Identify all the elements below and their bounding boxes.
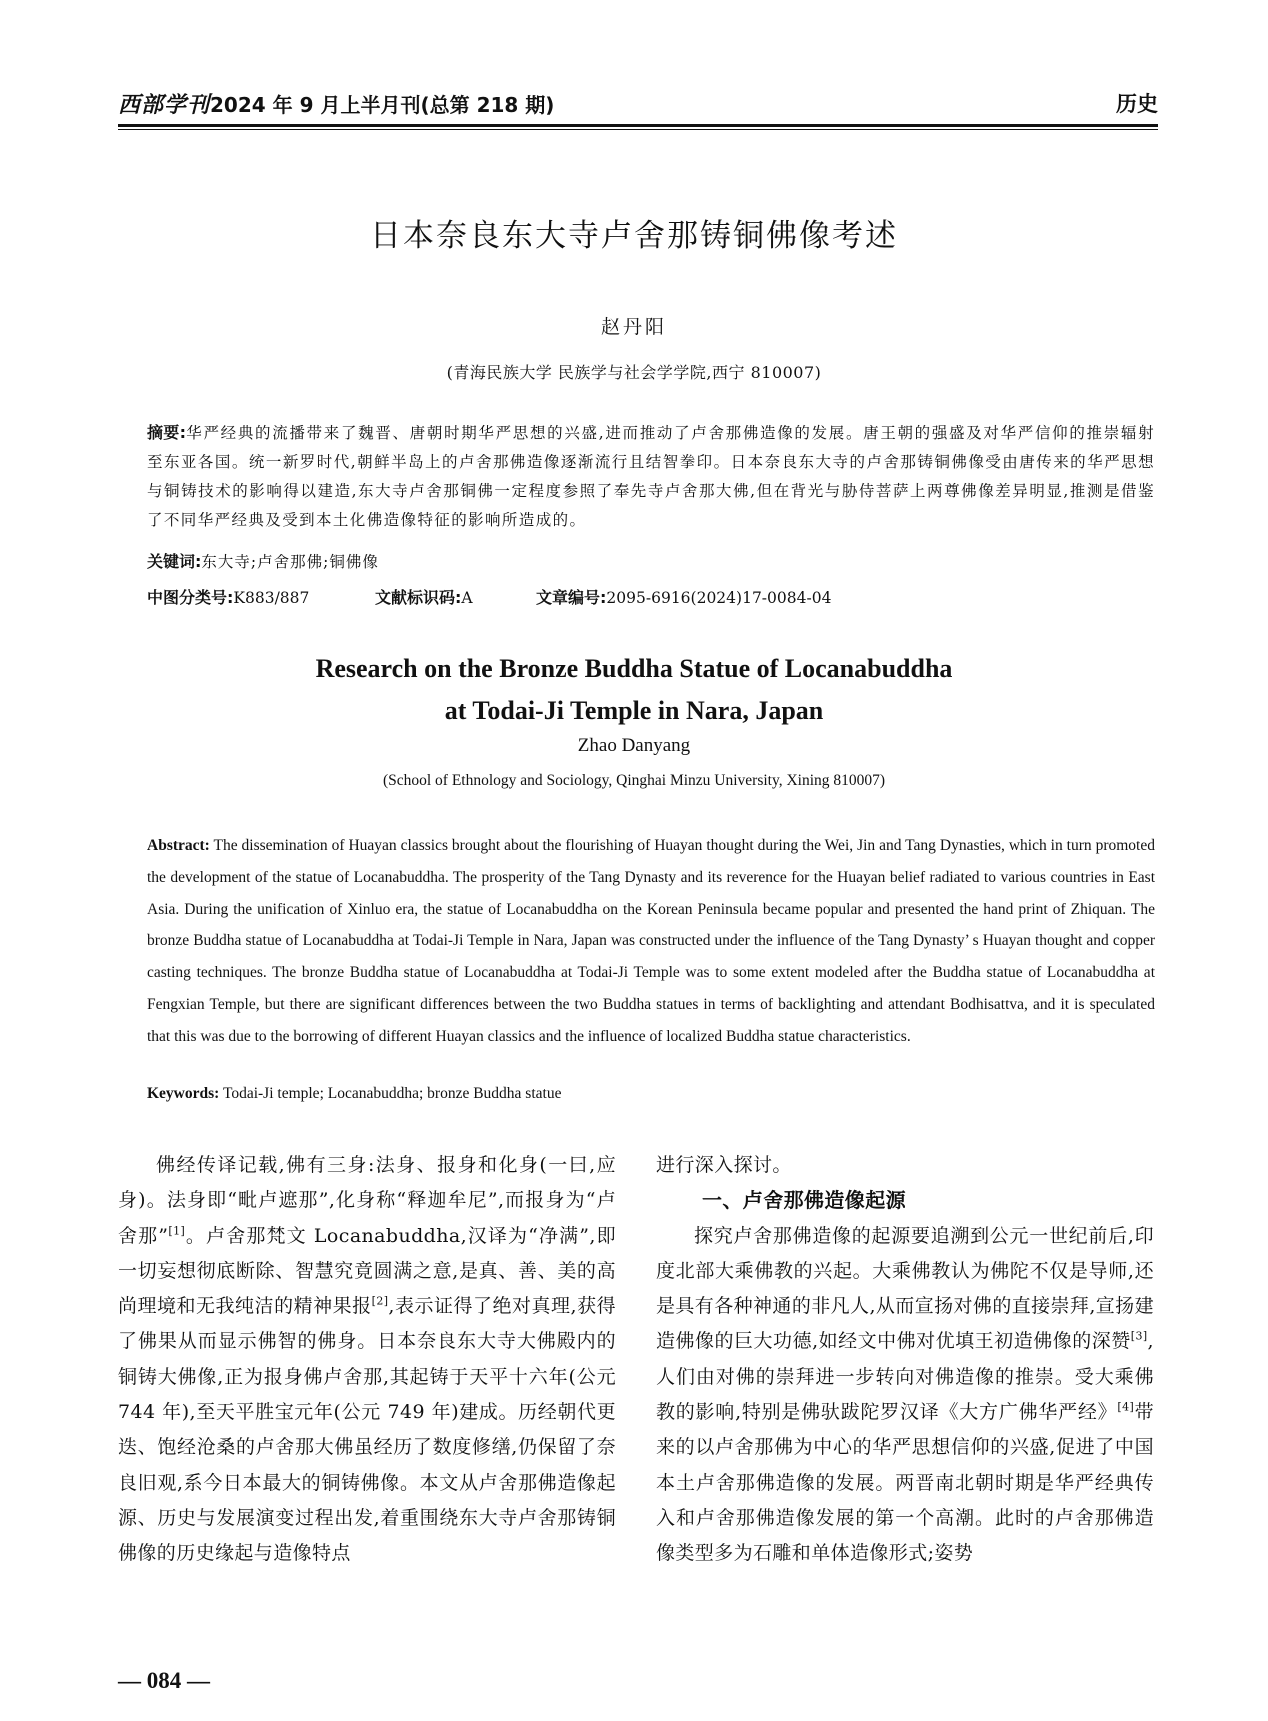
citation-2: [2] — [371, 1294, 389, 1308]
section-heading-1: 一、卢舍那佛造像起源 — [702, 1188, 906, 1213]
abstract-en-text: The dissemination of Huayan classics brought about the flourishing of Huayan thought during the Wei, Jin and Tang Dynasties, which in turn promoted the development of the statue of Locanabuddha. The prosperity of the Tang Dynasty and its reverence for the Huayan belief radiated to various countries in East Asia. During the unification of Xinluo era, the statue of Locanabuddha on the Korean Peninsula became popular and presented the hand print of Zhiquan. The bronze Buddha statue of Locanabuddha at Todai-Ji Temple in Nara, Japan was constructed under the influence of the Tang Dynasty’ s Huayan thought and copper casting techniques. The bronze Buddha statue of Locanabuddha at Todai-Ji Temple was to some extent modeled after the Buddha statue of Locanabuddha at Fengxian Temple, but there are significant differences between the two Buddha statues in terms of backlighting and attendant Bodhisattva, and it is speculated that this was due to the borrowing of different Huayan classics and the influence of localized Buddha statue characteristics. — [147, 837, 1155, 1045]
para2-part-c: 带来的以卢舍那佛为中心的华严思想信仰的兴盛,促进了中国本土卢舍那佛造像的发展。两晋南北朝时期是华严经典传入和卢舍那佛造像发展的第一个高潮。此时的卢舍那佛造像类型多为石雕和单体造像形式;姿势 — [656, 1401, 1154, 1565]
article-number — [536, 585, 831, 608]
author-en: Zhao Danyang — [577, 735, 691, 756]
art-label: 文章编号: — [536, 588, 607, 607]
para2-part-a: 探究卢舍那佛造像的起源要追溯到公元一世纪前后,印度北部大乘佛教的兴起。大乘佛教认为佛陀不仅是导师,还是具有各种神通的非凡人,从而宣扬对佛的直接崇拜,宣扬建造佛像的巨大功德,如经文中佛对优填王初造佛像的深赞 — [656, 1224, 1154, 1353]
author-cn: 赵丹阳 — [600, 316, 667, 338]
clc-number — [147, 585, 309, 608]
body-column-left — [118, 1148, 616, 1572]
title-en-line1: Research on the Bronze Buddha Statue of Locanabuddha — [315, 654, 953, 683]
para1-part-a: 佛经传译记载,佛有三身:法身、报身和化身(一曰,应身)。法身即“毗卢遮那”,化身称“释迦牟尼”,而报身为“卢舍那” — [118, 1154, 616, 1247]
section-name: 历史 — [1116, 92, 1158, 116]
para1-part-c: ,表示证得了绝对真理,获得了佛果从而显示佛智的佛身。日本奈良东大寺大佛殿内的铜铸大佛像,正为报身佛卢舍那,其起铸于天平十六年(公元 744 年),至天平胜宝元年(公元 749 年)建成。历经朝代更迭、饱经沧桑的卢舍那大佛虽经历了数度修缮,仍保留了奈良旧观,系今日本最大的铜铸佛像。本文从卢舍那佛造像起源、历史与发展演变过程出发,着重围绕东大寺卢舍那铸铜佛像的历史缘起与造像特点 — [118, 1295, 617, 1565]
citation-1: [1] — [168, 1224, 186, 1238]
document-code — [375, 585, 473, 608]
keywords-cn-text: 东大寺;卢舍那佛;铜佛像 — [201, 553, 379, 571]
keywords-cn-label: 关键词: — [147, 552, 202, 571]
clc-label: 中图分类号: — [147, 588, 234, 607]
body-paragraph-2 — [656, 1219, 1154, 1572]
affiliation-cn: (青海民族大学 民族学与社会学学院,西宁 810007) — [446, 363, 822, 382]
header-rule-thin — [118, 129, 1158, 130]
abstract-cn-label: 摘要: — [147, 423, 186, 442]
keywords-en-label: Keywords: — [147, 1085, 220, 1102]
running-header — [118, 88, 1158, 122]
classification-row — [147, 585, 1157, 609]
article-title-cn: 日本奈良东大寺卢舍那铸铜佛像考述 — [370, 218, 898, 254]
abstract-cn-text: 华严经典的流播带来了魏晋、唐朝时期华严思想的兴盛,进而推动了卢舍那佛造像的发展。唐王朝的强盛及对华严信仰的推崇辐射至东亚各国。统一新罗时代,朝鲜半岛上的卢舍那佛造像逐渐流行且结智拳印。日本奈良东大寺的卢舍那铸铜佛像受由唐传来的华严思想与铜铸技术的影响得以建造,东大寺卢舍那铜佛一定程度参照了奉先寺卢舍那大佛,但在背光与胁侍菩萨上两尊佛像差异明显,推测是借鉴了不同华严经典及受到本土化佛造像特征的影响所造成的。 — [147, 424, 1156, 529]
issue-info: 2024 年 9 月上半月刊(总第 218 期) — [210, 93, 555, 117]
doc-value: A — [461, 589, 473, 607]
keywords-en-text: Todai-Ji temple; Locanabuddha; bronze Buddha statue — [222, 1085, 562, 1102]
citation-4: [4] — [1117, 1400, 1135, 1414]
journal-logo: 西部学刊 — [118, 92, 211, 118]
clc-value: K883/887 — [233, 589, 310, 607]
page-number: — 084 — — [118, 1668, 210, 1693]
para1-part-b: 。卢舍那梵文 Locanabuddha,汉译为“净满”,即一切妄想彻底断除、智慧究竟圆满之意,是真、善、美的高尚理境和无我纯洁的精神果报 — [118, 1224, 616, 1318]
keywords-en — [147, 1085, 561, 1103]
body-paragraph-1 — [118, 1148, 616, 1572]
abstract-cn — [147, 418, 1155, 535]
article-title-en — [0, 648, 1268, 732]
art-value: 2095-6916(2024)17-0084-04 — [606, 589, 832, 607]
body-paragraph-1-cont: 进行深入探讨。 — [656, 1154, 792, 1176]
doc-label: 文献标识码: — [375, 588, 462, 607]
abstract-en — [147, 830, 1155, 1053]
body-column-right — [656, 1148, 1154, 1572]
header-rule — [118, 124, 1158, 127]
keywords-cn — [147, 549, 379, 572]
citation-3: [3] — [1130, 1330, 1148, 1344]
journal-header — [118, 88, 554, 119]
affiliation-en: (School of Ethnology and Sociology, Qinghai Minzu University, Xining 810007) — [382, 772, 886, 789]
title-en-line2: at Todai-Ji Temple in Nara, Japan — [444, 696, 824, 725]
para2-part-b: ,人们由对佛的崇拜进一步转向对佛造像的推崇。受大乘佛教的影响,特别是佛驮跋陀罗汉译《大方广佛华严经》 — [656, 1330, 1154, 1424]
abstract-en-label: Abstract: — [147, 837, 210, 854]
